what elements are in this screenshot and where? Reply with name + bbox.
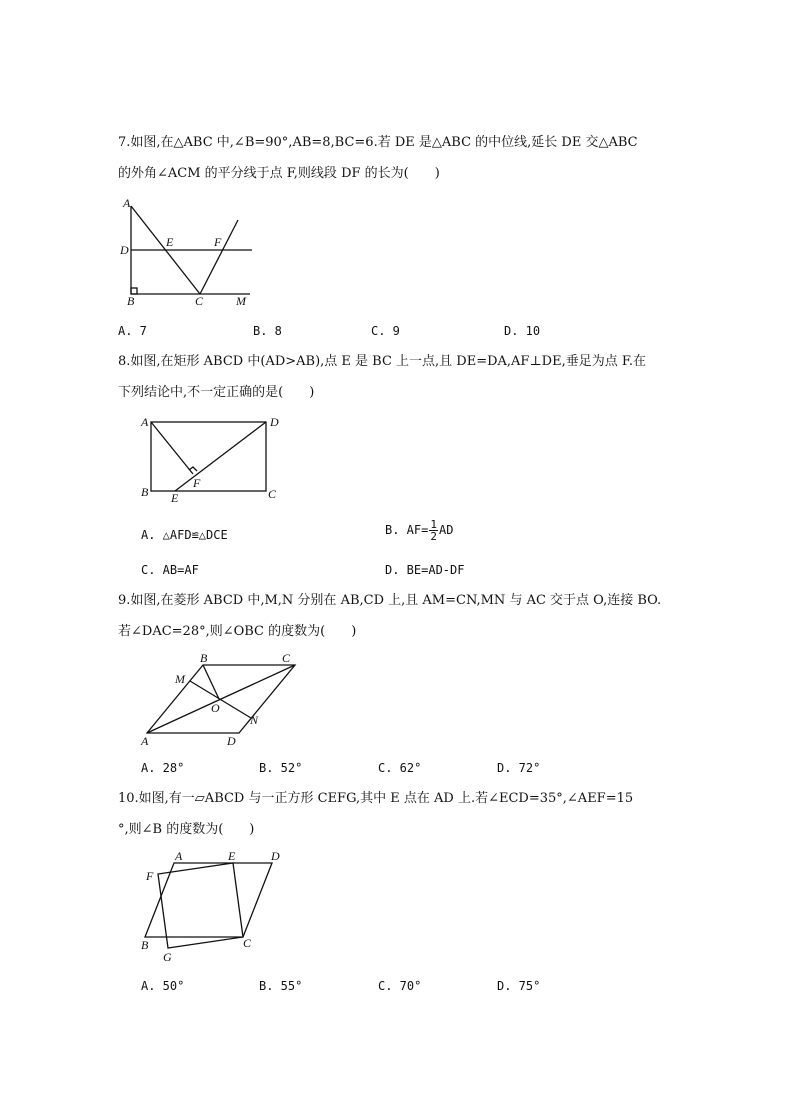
q8-option-d[interactable]: D. BE=AD-DF [385, 563, 465, 577]
q9-label-b: B [200, 651, 208, 665]
q7-option-c[interactable]: C. 9 [371, 324, 400, 338]
q9-label-n: N [250, 713, 259, 727]
q10-option-b[interactable]: B. 55° [259, 979, 303, 993]
q9-stem-line1: 9.如图,在菱形 ABCD 中,M,N 分别在 AB,CD 上,且 AM=CN,MN 与 AC 交于点 O,连接 BO. [118, 593, 662, 608]
q7-option-d[interactable]: D. 10 [504, 324, 541, 338]
q10-label-b: B [141, 938, 149, 952]
q10-stem-line1: 10.如图,有一▱ABCD 与一正方形 CEFG,其中 E 点在 AD 上.若∠ECD=35°,∠AEF=15 [118, 791, 634, 806]
q8-label-c: C [268, 487, 277, 501]
q8-option-c[interactable]: C. AB=AF [141, 563, 199, 577]
q9-option-d[interactable]: D. 72° [497, 761, 541, 775]
q8-option-b-prefix: B. AF= [385, 523, 429, 537]
q7-label-f: F [214, 235, 222, 249]
q7-stem-line2: 的外角∠ACM 的平分线于点 F,则线段 DF 的长为( ) [118, 166, 440, 181]
q10-option-c[interactable]: C. 70° [378, 979, 422, 993]
q8-label-f: F [193, 476, 201, 490]
q8-option-b-fraction: $\frac{1}{2}$ [430, 518, 437, 543]
q10-stem-line2: °,则∠B 的度数为( ) [118, 822, 255, 837]
q7-label-e: E [166, 235, 174, 249]
q9-option-a[interactable]: A. 28° [141, 761, 185, 775]
q8-label-d: D [270, 415, 279, 429]
q10-option-a[interactable]: A. 50° [141, 979, 185, 993]
q8-option-a[interactable]: A. △AFD≌△DCE [141, 528, 228, 542]
q10-label-a: A [175, 849, 183, 863]
q9-label-a: A [141, 734, 149, 748]
q10-parallelogram-abcd [145, 863, 272, 937]
q9-stem-line2: 若∠DAC=28°,则∠OBC 的度数为( ) [118, 624, 357, 639]
q8-label-b: B [141, 485, 149, 499]
q7-label-c: C [195, 294, 204, 308]
q8-option-b-suffix: AD [438, 523, 454, 537]
q9-label-d: D [227, 734, 236, 748]
q9-label-c: C [282, 651, 291, 665]
q10-label-c: C [243, 936, 252, 950]
q8-stem-line2: 下列结论中,不一定正确的是( ) [118, 385, 315, 400]
q10-label-d: D [271, 849, 280, 863]
q9-option-b[interactable]: B. 52° [259, 761, 303, 775]
q7-stem-line1: 7.如图,在△ABC 中,∠B=90°,AB=8,BC=6.若 DE 是△ABC 的中位线,延长 DE 交△ABC [118, 135, 638, 150]
q7-option-b[interactable]: B. 8 [253, 324, 282, 338]
q10-label-e: E [228, 849, 236, 863]
q10-label-g: G [163, 950, 172, 964]
q8-label-e: E [171, 491, 179, 505]
q10-label-f: F [146, 869, 154, 883]
q7-label-d: D [120, 243, 129, 257]
q8-label-a: A [141, 415, 149, 429]
q9-label-m: M [175, 672, 185, 686]
q7-option-a[interactable]: A. 7 [118, 324, 147, 338]
q7-label-m: M [236, 294, 246, 308]
q10-option-d[interactable]: D. 75° [497, 979, 541, 993]
q10-square-cefg [158, 863, 243, 948]
q7-label-a: A [123, 196, 131, 210]
q9-option-c[interactable]: C. 62° [378, 761, 422, 775]
q7-label-b: B [127, 294, 135, 308]
q8-stem-line1: 8.如图,在矩形 ABCD 中(AD>AB),点 E 是 BC 上一点,且 DE=DA,AF⊥DE,垂足为点 F.在 [118, 354, 646, 369]
q9-label-o: O [211, 701, 220, 715]
